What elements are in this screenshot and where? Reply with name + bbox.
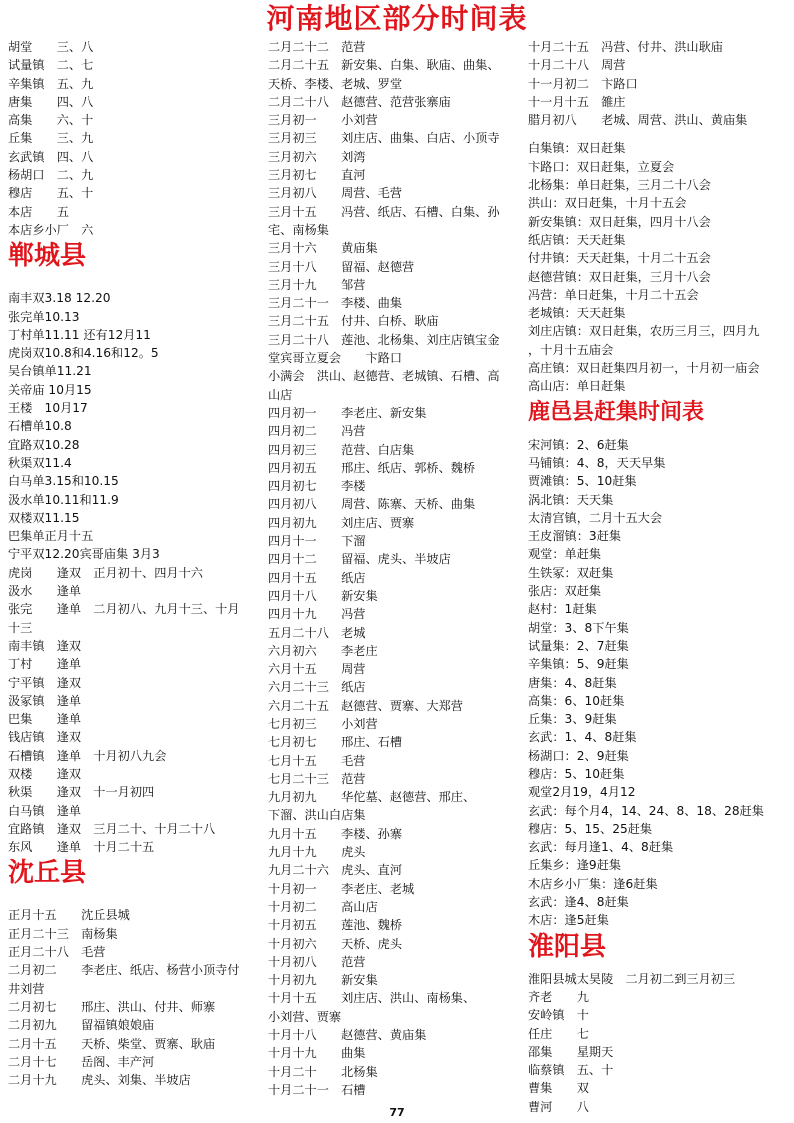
schedule-line: 四月初七 李楼 [268, 479, 366, 494]
schedule-line: 六月初六 李老庄 [268, 643, 378, 658]
schedule-line: 九月十九 虎头 [268, 845, 366, 860]
schedule-line: 三月二十八 莲池、北杨集、刘庄店镇宝金 [268, 332, 500, 347]
schedule-line: 十月初六 天桥、虎头 [268, 936, 403, 951]
schedule-line: 十月十九 曲集 [268, 1046, 366, 1061]
schedule-line: 宅、南杨集 [268, 222, 329, 237]
schedule-line: 南丰镇 逢双 [8, 638, 82, 653]
schedule-line: 七月十五 毛营 [268, 753, 366, 768]
schedule-line: 六月二十五 赵德营、贾寨、大郑营 [268, 698, 463, 713]
column-left [8, 38, 266, 1089]
schedule-line: 二月十五 天桥、柴堂、贾寨、耿庙 [8, 1036, 216, 1051]
schedule-line: 十月初二 高山店 [268, 899, 378, 914]
schedule-line: 虎岗 逢双 正月初十、四月十六 [8, 565, 203, 580]
schedule-line: 三月初八 周营、毛营 [268, 186, 403, 201]
schedule-line: 三月初三 刘庄店、曲集、白店、小顶寺 [268, 131, 500, 146]
schedule-line: 天桥、李楼、老城、罗堂 [268, 76, 403, 91]
schedule-line: 宋河镇：2、6赶集 [528, 437, 629, 452]
schedule-line: 玄武：每个月4，14、24、8、18、28赶集 [528, 803, 764, 818]
schedule-line: 小刘营、贾寨 [268, 1009, 342, 1024]
column-middle [268, 38, 528, 1099]
schedule-line: 玄武镇 四、八 [8, 149, 94, 164]
schedule-line: 本店 五 [8, 204, 69, 219]
schedule-line: 巴集单正月十五 [8, 529, 94, 544]
schedule-line: 纸店镇：天天赶集 [528, 232, 626, 247]
schedule-line: 十月十五 刘庄店、洪山、南杨集、 [268, 991, 476, 1006]
schedule-line: 十月二十一 石槽 [268, 1082, 366, 1097]
schedule-line: 丁村单11.11 还有12月11 [8, 327, 151, 342]
schedule-line: 冯营：单日赶集，十月二十五会 [528, 287, 699, 302]
schedule-line: 涡北镇：天天集 [528, 492, 614, 507]
schedule-line: 高集 六、十 [8, 113, 94, 128]
schedule-line: 宜路镇 逢双 三月二十、十月二十八 [8, 821, 216, 836]
schedule-line: 虎岗双10.8和4.16和12。5 [8, 346, 159, 361]
schedule-line: 试量镇 二、七 [8, 58, 94, 73]
schedule-line: 穆店：5、15、25赶集 [528, 821, 653, 836]
schedule-line: 丁村 逢单 [8, 657, 82, 672]
schedule-line: 关帝庙 10月15 [8, 382, 92, 397]
schedule-line: 三月二十一 李楼、曲集 [268, 296, 403, 311]
schedule-line: 辛集镇 五、九 [8, 76, 94, 91]
schedule-line: 高集：6、10赶集 [528, 693, 625, 708]
schedule-line: 正月十五 沈丘县城 [8, 908, 130, 923]
schedule-line: 四月初九 刘庄店、贾寨 [268, 515, 415, 530]
schedule-line: 北杨集：单日赶集，三月二十八会 [528, 178, 711, 193]
schedule-line: 卞路口：双日赶集，立夏会 [528, 159, 675, 174]
schedule-line: 张完 逢单 二月初八、九月十三、十月 [8, 602, 240, 617]
schedule-line: 吴台镇单11.21 [8, 364, 92, 379]
schedule-line: 赵村：1赶集 [528, 602, 597, 617]
schedule-line: 曹集 双 [528, 1081, 589, 1096]
schedule-line: 二月初九 留福镇娘娘庙 [8, 1018, 155, 1033]
schedule-line: 山店 [268, 387, 293, 402]
schedule-line: 十月初五 莲池、魏桥 [268, 918, 403, 933]
schedule-line: 穆店：5、10赶集 [528, 766, 625, 781]
schedule-line: 曹河 八 [528, 1099, 589, 1114]
schedule-line: 马铺镇：4、8，天天早集 [528, 455, 666, 470]
schedule-line: 井刘营 [8, 981, 45, 996]
page-title: 河南地区部分时间表 [266, 2, 528, 35]
schedule-line: 齐老 九 [528, 989, 589, 1004]
schedule-line: 临蔡镇 五、十 [528, 1063, 614, 1078]
schedule-line: ，十月十五庙会 [528, 342, 614, 357]
schedule-line: 玄武：每月逢1、4、8赶集 [528, 840, 674, 855]
schedule-line: 正月二十八 毛营 [8, 945, 106, 960]
schedule-line: 本店乡小厂 六 [8, 222, 94, 237]
schedule-line: 正月二十三 南杨集 [8, 926, 118, 941]
schedule-line: 三月初六 刘湾 [268, 149, 366, 164]
schedule-line: 巴集 逢单 [8, 712, 82, 727]
schedule-line: 十月初九 新安集 [268, 973, 378, 988]
schedule-line: 任庄 七 [528, 1026, 589, 1041]
schedule-line: 小满会 洪山、赵德营、老城镇、石槽、高 [268, 369, 500, 384]
schedule-line: 付井镇：天天赶集，十月二十五会 [528, 251, 711, 266]
schedule-line: 十一月十五 雒庄 [528, 94, 626, 109]
schedule-line: 四月十二 留福、虎头、半坡店 [268, 552, 451, 567]
schedule-line: 丘集：3、9赶集 [528, 712, 617, 727]
schedule-line: 四月十五 纸店 [268, 570, 366, 585]
schedule-line: 四月初五 邢庄、纸店、郭桥、魏桥 [268, 460, 476, 475]
schedule-line: 六月十五 周营 [268, 662, 366, 677]
schedule-line: 木店：逢5赶集 [528, 913, 609, 928]
schedule-line: 胡堂：3、8下午集 [528, 620, 629, 635]
page-number: 77 [389, 1106, 405, 1119]
schedule-line: 十三 [8, 620, 33, 635]
schedule-line: 木店乡小厂集：逢6赶集 [528, 876, 658, 891]
schedule-line: 白集镇：双日赶集 [528, 141, 626, 156]
schedule-line: 三月十八 留福、赵德营 [268, 259, 415, 274]
schedule-line: 二月二十五 新安集、白集、耿庙、曲集、 [268, 58, 500, 73]
schedule-line: 二月二十八 赵德营、范营张寨庙 [268, 94, 451, 109]
schedule-line: 双楼双11.15 [8, 510, 80, 525]
schedule-line: 四月初八 周营、陈寨、天桥、曲集 [268, 497, 476, 512]
schedule-line: 杨胡口 二、九 [8, 168, 94, 183]
schedule-line: 二月二十二 范营 [268, 40, 366, 54]
schedule-line: 安岭镇 十 [528, 1008, 589, 1023]
schedule-line: 七月初七 邢庄、石槽 [268, 735, 403, 750]
section-heading: 沈丘县 [8, 858, 87, 889]
schedule-line: 十月十八 赵德营、黄庙集 [268, 1028, 427, 1043]
schedule-line: 试量集：2、7赶集 [528, 638, 629, 653]
schedule-line: 石槽镇 逢单 十月初八九会 [8, 748, 167, 763]
section-heading: 郸城县 [8, 241, 87, 272]
schedule-line: 十月二十五 冯营、付井、洪山耿庙 [528, 40, 723, 54]
schedule-line: 五月二十八 老城 [268, 625, 366, 640]
schedule-line: 穆店 五、十 [8, 186, 94, 201]
schedule-line: 宜路双10.28 [8, 437, 80, 452]
schedule-line: 七月二十三 范营 [268, 771, 366, 786]
section-heading: 淮阳县 [528, 931, 607, 962]
schedule-line: 刘庄店镇：双日赶集，农历三月三，四月九 [528, 324, 760, 339]
schedule-line: 高庄镇：双日赶集四月初一，十月初一庙会 [528, 361, 760, 376]
schedule-line: 十月初一 李老庄、老城 [268, 881, 415, 896]
schedule-line: 钱店镇 逢双 [8, 730, 82, 745]
schedule-line: 堂宾哥立夏会 卞路口 [268, 351, 403, 366]
schedule-line: 三月初一 小刘营 [268, 113, 378, 128]
schedule-line: 二月十七 岳阁、丰产河 [8, 1054, 155, 1069]
schedule-line: 三月二十五 付井、白桥、耿庙 [268, 314, 439, 329]
schedule-line: 高山店：单日赶集 [528, 379, 626, 394]
schedule-line: 石槽单10.8 [8, 419, 72, 434]
spacer [8, 279, 266, 289]
schedule-line: 十一月初二 卞路口 [528, 76, 638, 91]
schedule-line: 二月初七 邢庄、洪山、付井、师寨 [8, 999, 216, 1014]
schedule-line: 汲冢镇 逢单 [8, 693, 82, 708]
schedule-line: 胡堂 三、八 [8, 40, 94, 54]
schedule-line: 新安集镇：双日赶集，四月十八会 [528, 214, 711, 229]
schedule-line: 洪山：双日赶集，十月十五会 [528, 196, 687, 211]
schedule-line: 王皮溜镇：3赶集 [528, 529, 622, 544]
schedule-line: 双楼 逢双 [8, 766, 82, 781]
schedule-line: 汲水 逢单 [8, 584, 82, 599]
schedule-line: 二月十九 虎头、刘集、半坡店 [8, 1073, 191, 1088]
schedule-line: 观堂2月19，4月12 [528, 785, 636, 800]
schedule-line: 四月十九 冯营 [268, 607, 366, 622]
schedule-line: 九月二十六 虎头、直河 [268, 863, 403, 878]
schedule-line: 张店：双赶集 [528, 584, 602, 599]
schedule-line: 白马镇 逢单 [8, 803, 82, 818]
schedule-line: 宁平镇 逢双 [8, 675, 82, 690]
schedule-line: 四月初二 冯营 [268, 424, 366, 439]
schedule-line: 生铁冢：双赶集 [528, 565, 614, 580]
schedule-line: 贾滩镇：5、10赶集 [528, 474, 637, 489]
column-right [528, 38, 790, 1116]
schedule-line: 观堂：单赶集 [528, 547, 602, 562]
schedule-line: 十月二十八 周营 [528, 58, 626, 73]
schedule-line: 玄武：1、4、8赶集 [528, 730, 637, 745]
schedule-line: 东风 逢单 十月二十五 [8, 840, 155, 855]
schedule-line: 太清宫镇，二月十五大会 [528, 510, 663, 525]
schedule-line: 唐集 四、八 [8, 94, 94, 109]
schedule-line: 三月十九 邹营 [268, 277, 366, 292]
schedule-line: 四月十八 新安集 [268, 588, 378, 603]
spacer [8, 896, 266, 906]
schedule-line: 腊月初八 老城、周营、洪山、黄庙集 [528, 113, 748, 128]
section-heading: 鹿邑县赶集时间表 [528, 399, 705, 425]
schedule-line: 丘集乡：逢9赶集 [528, 858, 622, 873]
schedule-line: 淮阳县城太昊陵 二月初二到三月初三 [528, 971, 736, 986]
schedule-line: 白马单3.15和10.15 [8, 474, 119, 489]
schedule-line: 赵德营镇：双日赶集，三月十八会 [528, 269, 711, 284]
schedule-line: 四月十一 下溜 [268, 534, 366, 549]
schedule-line: 十月初八 范营 [268, 954, 366, 969]
schedule-line: 三月初七 直河 [268, 168, 366, 183]
schedule-line: 十月二十 北杨集 [268, 1064, 378, 1079]
schedule-line: 丘集 三、九 [8, 131, 94, 146]
schedule-line: 四月初一 李老庄、新安集 [268, 405, 427, 420]
schedule-line: 唐集：4、8赶集 [528, 675, 617, 690]
schedule-line: 玄武：逢4、8赶集 [528, 895, 629, 910]
schedule-line: 秋渠 逢双 十一月初四 [8, 785, 155, 800]
schedule-line: 杨湖口：2、9赶集 [528, 748, 629, 763]
schedule-line: 张完单10.13 [8, 309, 80, 324]
schedule-line: 三月十六 黄庙集 [268, 241, 378, 256]
schedule-line: 南丰双3.18 12.20 [8, 291, 111, 306]
schedule-line: 邵集 星期天 [528, 1044, 614, 1059]
schedule-line: 九月十五 李楼、孙寨 [268, 826, 403, 841]
schedule-line: 秋渠双11.4 [8, 455, 72, 470]
schedule-line: 四月初三 范营、白店集 [268, 442, 415, 457]
spacer [528, 129, 790, 139]
schedule-line: 二月初二 李老庄、纸店、杨营小顶寺付 [8, 963, 240, 978]
schedule-line: 宁平双12.20宾哥庙集 3月3 [8, 547, 160, 562]
schedule-line: 汲水单10.11和11.9 [8, 492, 119, 507]
schedule-line: 辛集镇：5、9赶集 [528, 657, 629, 672]
schedule-line: 下溜、洪山白店集 [268, 808, 366, 823]
schedule-line: 三月十五 冯营、纸店、石槽、白集、孙 [268, 204, 500, 219]
schedule-line: 六月二十三 纸店 [268, 680, 366, 695]
schedule-line: 王楼 10月17 [8, 401, 88, 416]
schedule-line: 七月初三 小刘营 [268, 716, 378, 731]
schedule-line: 九月初九 华佗墓、赵德营、邢庄、 [268, 790, 476, 805]
schedule-line: 老城镇：天天赶集 [528, 306, 626, 321]
